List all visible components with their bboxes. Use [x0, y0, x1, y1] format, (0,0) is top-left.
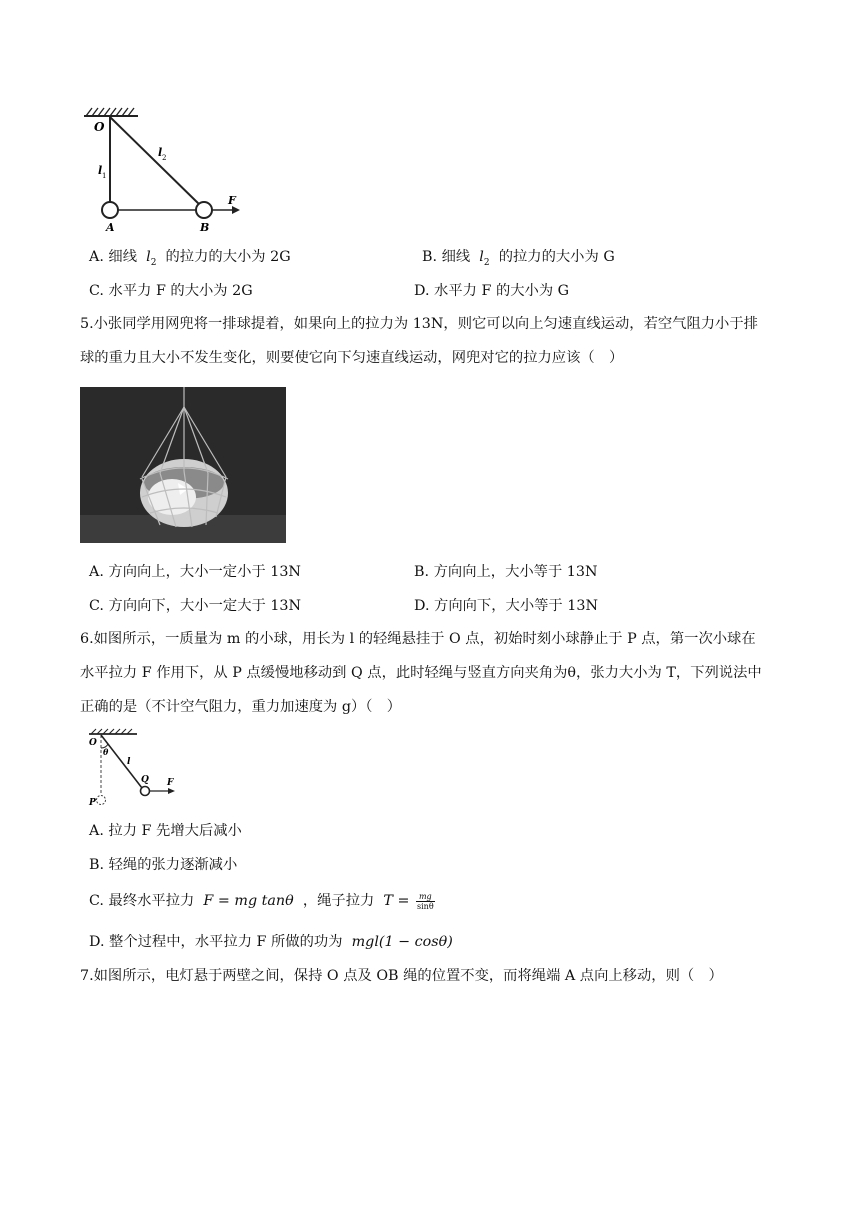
q6-formula-t-fraction	[416, 892, 435, 911]
q6-stem-line-2: 水平拉力 F 作用下，从 P 点缓慢地移动到 Q 点，此时轻绳与竖直方向夹角为θ，张力大小为 T，下列说法中	[80, 665, 762, 681]
ceiling-hatch	[89, 729, 137, 734]
label-l: l	[127, 757, 131, 767]
q6-option-d-prefix: D. 整个过程中，水平拉力 F 所做的功为	[89, 934, 343, 950]
q6-formula-t-lhs: T =	[383, 893, 410, 909]
label-q: Q	[141, 775, 149, 785]
label-f: F	[228, 194, 236, 207]
q5-option-b: B. 方向向上，大小等于 13N	[414, 564, 598, 580]
q5-volleyball-net-photo	[80, 387, 286, 543]
arrow-head-icon	[168, 788, 175, 794]
fraction-numerator: mg	[416, 892, 435, 902]
q4-option-b	[422, 247, 615, 273]
label-o: O	[94, 120, 105, 134]
string-l2	[110, 117, 202, 207]
arrow-head-icon	[232, 206, 240, 214]
ball-q	[141, 787, 150, 796]
rope-l	[101, 735, 142, 788]
q5-stem-line-1: 5.小张同学用网兜将一排球提着，如果向上的拉力为 13N，则它可以向上匀速直线运动，若空气阻力小于排	[80, 316, 758, 332]
ceiling-hatch	[84, 108, 138, 116]
label-a: A	[106, 221, 115, 234]
q7-stem: 7.如图所示，电灯悬于两壁之间，保持 O 点及 OB 绳的位置不变，而将绳端 A 点向上移动，则（ ）	[80, 968, 723, 984]
q6-formula-work: mgl(1 − cosθ)	[351, 934, 453, 950]
q5-stem-line-2: 球的重力且大小不发生变化，则要使它向下匀速直线运动，网兜对它的拉力应该（ ）	[80, 350, 624, 366]
q4-option-c: C. 水平力 F 的大小为 2G	[89, 283, 253, 299]
label-o: O	[89, 738, 97, 748]
q4-option-a-var: l	[146, 249, 151, 265]
q6-figure	[79, 728, 181, 810]
q4-option-d: D. 水平力 F 的大小为 G	[414, 283, 570, 299]
q4-option-a	[89, 247, 291, 273]
q6-stem-line-1: 6.如图所示，一质量为 m 的小球，用长为 l 的轻绳悬挂于 O 点，初始时刻小球静止于 P 点，第一次小球在	[80, 631, 756, 647]
q4-option-b-prefix: B. 细线	[422, 249, 471, 265]
q4-option-a-sub: 2	[150, 257, 157, 268]
label-l2: l	[158, 146, 163, 159]
label-p: P	[89, 798, 96, 808]
q6-option-a: A. 拉力 F 先增大后减小	[89, 823, 242, 839]
q4-option-a-prefix: A. 细线	[89, 249, 138, 265]
q4-option-a-suffix: 的拉力的大小为 2G	[165, 249, 291, 265]
q6-option-c-middle: ，绳子拉力	[302, 893, 375, 909]
ball-a	[102, 202, 118, 218]
ball-b	[196, 202, 212, 218]
label-f: F	[167, 778, 174, 788]
q4-option-b-var: l	[479, 249, 484, 265]
q4-figure	[78, 104, 253, 234]
label-b: B	[200, 221, 210, 234]
label-theta: θ	[103, 747, 109, 757]
q6-option-c-prefix: C. 最终水平拉力	[89, 893, 195, 909]
q5-option-c: C. 方向向下，大小一定大于 13N	[89, 598, 302, 614]
q6-stem-line-3: 正确的是（不计空气阻力，重力加速度为 g）（ ）	[80, 699, 402, 715]
label-l2-sub: 2	[162, 154, 167, 162]
label-l1-sub: 1	[102, 172, 107, 180]
q5-option-a: A. 方向向上，大小一定小于 13N	[89, 564, 301, 580]
label-l1: l	[98, 164, 103, 177]
q6-option-d	[89, 932, 453, 952]
q6-formula-f: F = mg tanθ	[203, 893, 294, 909]
fraction-denominator: sinθ	[417, 901, 434, 911]
q5-option-d: D. 方向向下，大小等于 13N	[414, 598, 598, 614]
q4-option-b-sub: 2	[483, 257, 490, 268]
q6-option-b: B. 轻绳的张力逐渐减小	[89, 857, 238, 873]
q4-option-b-suffix: 的拉力的大小为 G	[498, 249, 615, 265]
q6-option-c	[89, 891, 435, 911]
ball-p-dashed	[97, 796, 106, 805]
